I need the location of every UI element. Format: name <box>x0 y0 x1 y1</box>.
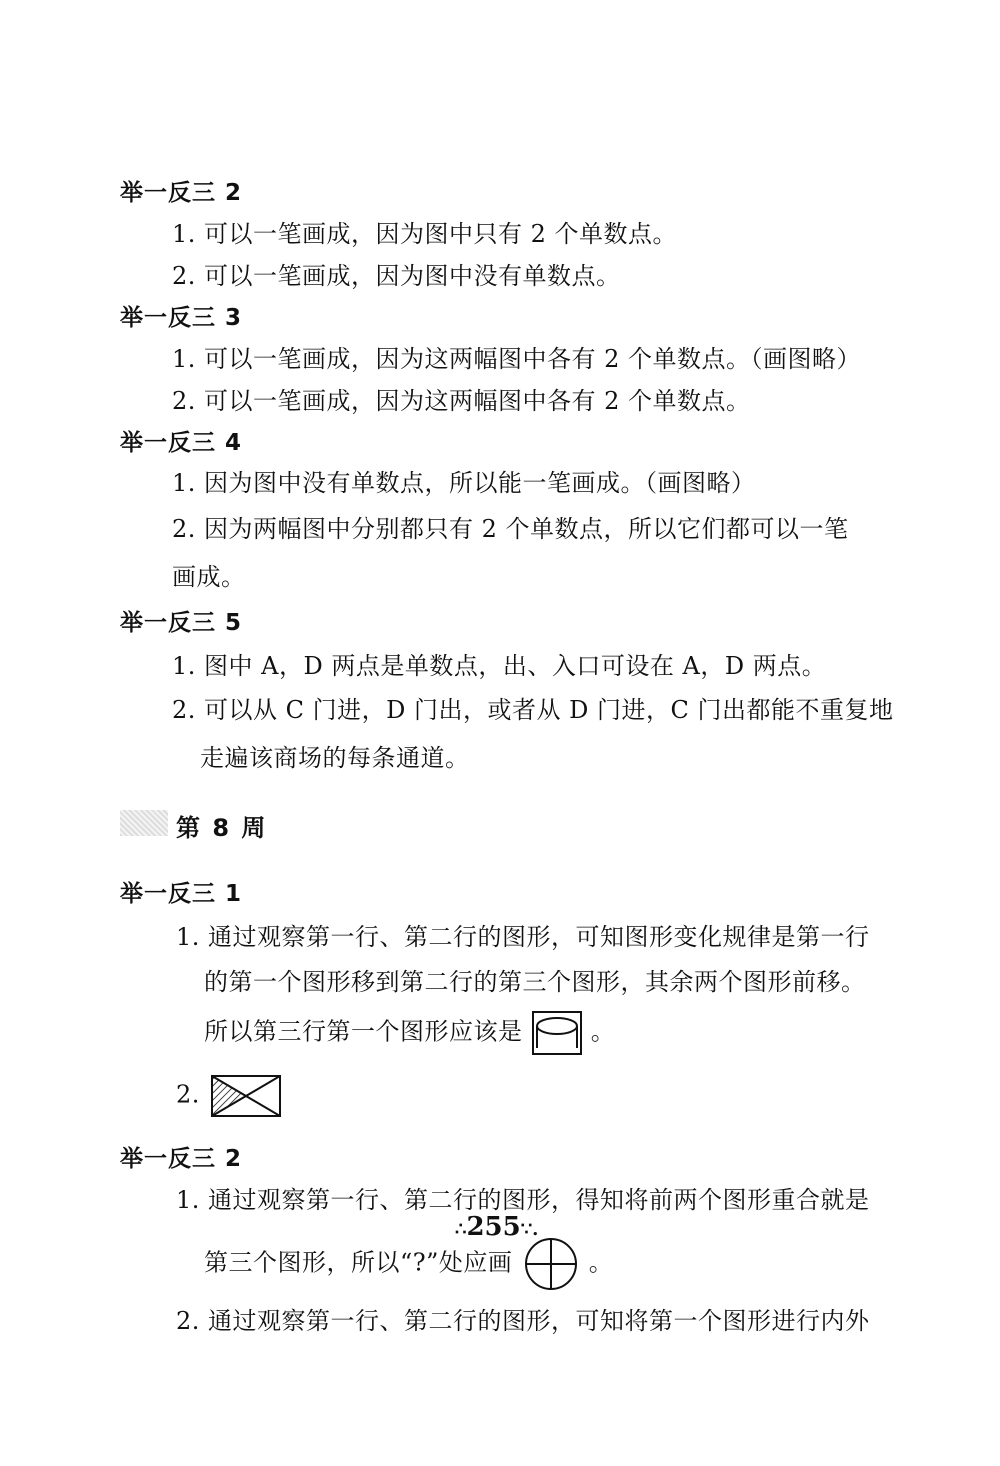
week-title: 第 8 周 <box>176 814 268 842</box>
section-heading-5: 举一反三 5 <box>120 610 243 636</box>
page-number-text: 255 <box>466 1212 521 1242</box>
answer-line-with-figure <box>176 1074 282 1118</box>
answer-text: 2. <box>176 1080 200 1109</box>
answer-text: 。 <box>588 1248 614 1277</box>
answer-line: 画成。 <box>172 563 246 591</box>
cylinder-figure <box>531 1010 583 1056</box>
dots-decoration: ∴ <box>455 1219 467 1240</box>
week-marker-decoration <box>120 810 168 836</box>
week8-heading-1: 举一反三 1 <box>120 881 243 907</box>
section-heading-4: 举一反三 4 <box>120 430 243 456</box>
section-heading-3: 举一反三 3 <box>120 305 243 331</box>
answer-text: 。 <box>590 1017 616 1046</box>
answer-line-with-figure <box>204 1010 615 1056</box>
answer-line: 1. 可以一笔画成，因为这两幅图中各有 2 个单数点。（画图略） <box>172 345 862 373</box>
answer-line-with-figure <box>204 1236 613 1292</box>
answer-line: 走遍该商场的每条通道。 <box>200 744 470 772</box>
week8-heading-2: 举一反三 2 <box>120 1146 243 1172</box>
answer-text: 所以第三行第一个图形应该是 <box>204 1017 523 1046</box>
crossed-rectangle-figure <box>210 1074 282 1118</box>
answer-line: 2. 因为两幅图中分别都只有 2 个单数点，所以它们都可以一笔 <box>172 515 849 543</box>
answer-line: 1. 图中 A，D 两点是单数点，出、入口可设在 A，D 两点。 <box>172 652 827 680</box>
answer-line: 的第一个图形移到第二行的第三个图形，其余两个图形前移。 <box>204 968 866 996</box>
answer-line: 2. 可以一笔画成，因为图中没有单数点。 <box>172 262 621 290</box>
circle-cross-figure <box>521 1236 581 1292</box>
answer-line: 1. 通过观察第一行、第二行的图形，可知图形变化规律是第一行 <box>176 923 870 951</box>
answer-line: 2. 通过观察第一行、第二行的图形，可知将第一个图形进行内外 <box>176 1307 870 1335</box>
answer-line: 2. 可以一笔画成，因为这两幅图中各有 2 个单数点。 <box>172 387 751 415</box>
answer-line: 1. 可以一笔画成，因为图中只有 2 个单数点。 <box>172 220 678 248</box>
answer-text: 第三个图形，所以“?”处应画 <box>204 1248 513 1277</box>
page-number <box>455 1212 538 1242</box>
dots-decoration: ∵. <box>520 1219 539 1240</box>
answer-line: 2. 可以从 C 门进，D 门出，或者从 D 门进，C 门出都能不重复地 <box>172 696 894 724</box>
section-heading-2: 举一反三 2 <box>120 180 243 206</box>
answer-line: 1. 因为图中没有单数点，所以能一笔画成。（画图略） <box>172 469 756 497</box>
answer-line: 1. 通过观察第一行、第二行的图形，得知将前两个图形重合就是 <box>176 1186 870 1214</box>
